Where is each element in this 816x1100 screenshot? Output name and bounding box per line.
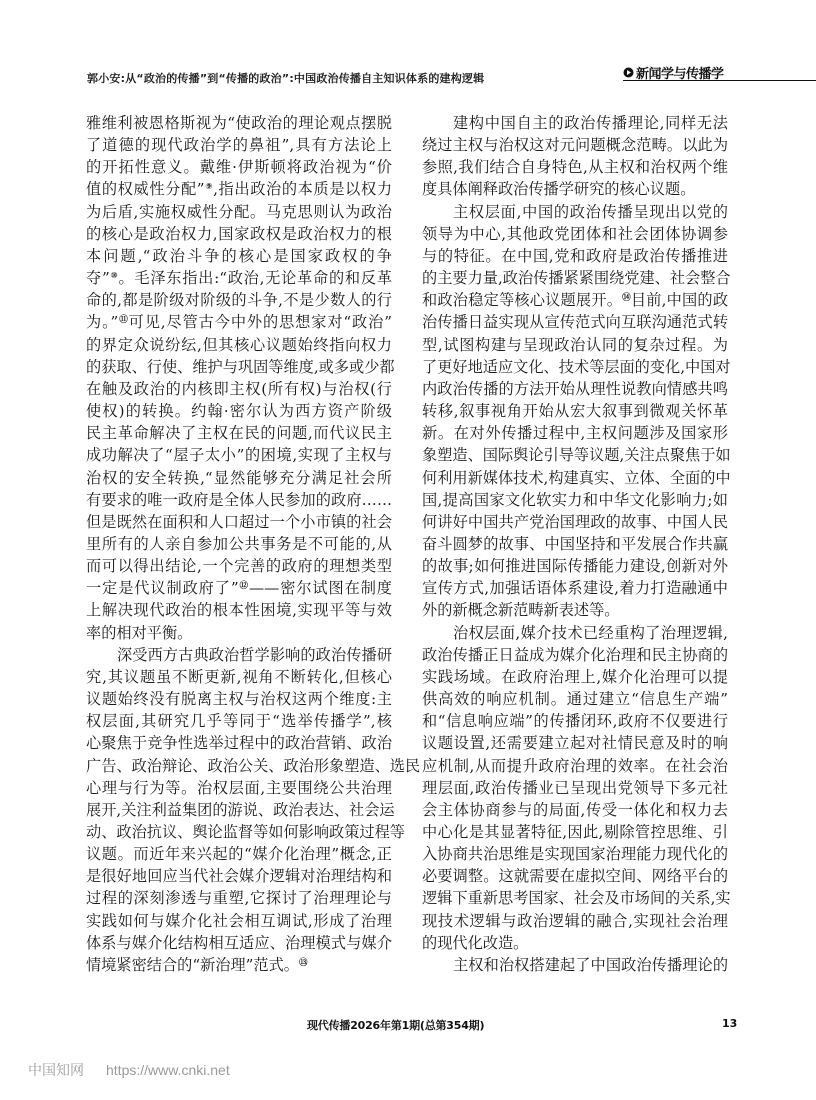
text-line: 和“信息响应端”的传播闭环,政府不仅要进行 [422,712,728,731]
text-line: 与的特征。在中国,党和政府是政治传播推进 [422,246,728,265]
text-line: 象塑造、国际舆论引导等议题,关注点聚焦于如 [422,446,731,465]
text-line: 度具体阐释政治传播学研究的核心议题。 [422,180,696,199]
text-line: 而可以得出结论,一个完善的政府的理想类型 [86,557,392,576]
paragraph [422,622,731,954]
text-line: 但是既然在面积和人口超过一个小市镇的社会 [86,512,392,531]
text-line [86,267,392,289]
text-line: 必要调整。这就需要在虚拟空间、网络平台的 [422,867,728,886]
text-line: 有要求的唯一政府是全体人民参加的政府…… [86,490,392,509]
text-line: 奋斗圆梦的故事、中国坚持和平发展合作共赢 [422,534,728,553]
text-line: 实践如何与媒介化社会相互调试,形成了治理 [86,911,392,930]
text-line: 深受西方古典政治哲学影响的政治传播研 [117,645,392,664]
text-line: 政治传播正日益成为媒介化治理和民主协商的 [422,645,728,664]
text-line: 在触及政治的内核即主权(所有权)与治权(行 [86,379,392,398]
text-line: 广告、政治辩论、政治公关、政治形象塑造、选民 [86,756,421,775]
running-title: 郭小安:从“政治的传播”到“传播的政治”:中国政治传播自主知识体系的建构逻辑 [87,72,485,85]
text-line: 里所有的人亲自参加公共事务是不可能的,从 [86,534,392,553]
article-column-right [422,112,731,976]
text-line: 建构中国自主的政治传播理论,同样无法 [453,114,728,132]
paragraph [422,112,728,201]
text-line: 实践场域。在政府治理上,媒介化治理可以提 [422,667,728,686]
paragraph [422,201,731,622]
text-line: 型,试图构建与呈现政治认同的复杂过程。为 [422,335,728,354]
text-line: 本问题,“政治斗争的核心是国家政权的争 [86,246,392,265]
paragraph [86,112,395,644]
text-line: 心理与行为等。治权层面,主要围绕公共治理 [86,778,392,797]
text-line: 领导为中心,其他政党团体和社会团体协调参 [422,224,728,243]
text-line: 上解决现代政治的根本性困境,实现平等与效 [86,601,392,620]
text-line: 逻辑下重新思考国家、社会及市场间的关系,实 [422,889,731,908]
text-line: 宣传方式,加强话语体系建设,着力打造融通中 [422,579,728,598]
text-line: 的获取、行使、维护与巩固等维度,或多或少都 [86,357,395,376]
text-line [86,311,392,333]
watermark-site-name: 中国知网 [28,1062,84,1078]
footnote-marker[interactable]: ⑩ [109,271,119,282]
text-line: 为后盾,实施权威性分配。马克思则认为政治 [86,202,392,221]
text-line: 率的相对平衡。 [86,623,193,642]
text-line: 会主体协商参与的局面,传受一体化和权力去 [422,800,728,819]
text-line: 议题。而近年来兴起的“媒介化治理”概念,正 [86,845,392,864]
text-line: 治权的安全转换,“显然能够充分满足社会所 [86,468,392,487]
footnote-marker[interactable]: ⑫ [238,581,249,592]
text-line [422,289,728,311]
text-line: 参照,我们结合自身特色,从主权和治权两个维 [422,158,728,177]
paragraph [86,644,421,976]
section-logo-text: 新闻学与传播学 [636,67,724,82]
text-line: 何讲好中国共产党治国理政的故事、中国人民 [422,512,728,531]
text-line: 治权层面,媒介技术已经重构了治理逻辑, [453,623,728,642]
line-text: 值的权威性分配” [86,180,205,199]
article-column-left [86,112,421,976]
footnote-marker[interactable]: ⑪ [118,315,129,326]
text-line: 议题始终没有脱离主权与治权这两个维度:主 [86,690,392,709]
text-line: 是很好地回应当代社会媒介逻辑对治理结构和 [86,867,392,886]
text-line: 究,其议题虽不断更新,视角不断转化,但核心 [86,667,392,686]
text-line: 心聚焦于竞争性选举过程中的政治营销、政治 [86,734,392,753]
text-line: 入协商共治思维是实现国家治理能力现代化的 [422,845,728,864]
line-text: 为。” [86,313,119,332]
text-line: 权层面,其研究几乎等同于“选举传播学”,核 [86,712,392,731]
footnote-marker[interactable]: ⑭ [622,293,631,304]
text-line: 现技术逻辑与政治逻辑的融合,实现社会治理 [422,911,728,930]
text-line: 雅维利被恩格斯视为“使政治的理论观点摆脱 [86,114,392,132]
text-line: 治传播日益实现从宣传范式向互联沟通范式转 [422,313,728,332]
line-text: ,指出政治的本质是以权力 [213,180,393,199]
text-line: 的核心是政治权力,国家政权是政治权力的根 [86,224,392,243]
line-text: 一定是代议制政府了” [86,579,239,598]
text-line [86,178,392,200]
text-line: 主权和治权搭建起了中国政治传播理论的 [453,955,728,974]
text-line [86,577,392,599]
text-line: 的界定众说纷纭,但其核心议题始终指向权力 [86,335,392,354]
text-line: 成功解决了“屋子太小”的困境,实现了主权与 [86,446,392,465]
text-line: 主权层面,中国的政治传播呈现出以党的 [453,202,728,221]
text-line: 命的,都是阶级对阶级的斗争,不是少数人的行 [86,291,392,310]
header-rule [623,80,816,81]
text-line: 的开拓性意义。戴维·伊斯顿将政治视为“价 [86,158,392,177]
text-line: 的现代化改造。 [422,933,529,952]
text-line: 过程的深刻渗透与重塑,它探讨了治理理论与 [86,889,392,908]
journal-issue: 现代传播2026年第1期(总第354期) [307,1019,485,1032]
text-line: 中心化是其显著特征,因此,剔除管控思维、引 [422,823,728,841]
text-line: 展开,关注利益集团的游说、政治表达、社会运 [86,800,395,819]
watermark [28,1060,230,1080]
text-line: 何利用新媒体技术,构建真实、立体、全面的中 [422,468,731,487]
text-line: 新。在对外传播过程中,主权问题涉及国家形 [422,424,728,443]
text-line: 转移,叙事视角开始从宏大叙事到微观关怀革 [422,402,728,421]
footnote-marker[interactable]: ⑨ [204,182,214,193]
line-text: 可见,尽管古今中外的思想家对“政治” [128,313,392,332]
text-line [86,954,392,976]
text-line: 动、政治抗议、舆论监督等如何影响政策过程等 [86,823,405,841]
text-line: 国,提高国家文化软实力和中华文化影响力;如 [422,490,728,509]
text-line: 内政治传播的方法开始从理性说教向情感共鸣 [422,379,728,398]
footnote-marker[interactable]: ⑬ [298,957,308,968]
line-text: 。毛泽东指出:“政治,无论革命的和反革 [118,269,393,288]
text-line: 使权)的转换。约翰·密尔认为西方资产阶级 [86,402,392,421]
line-text: 夺” [86,269,110,288]
line-text: 目前,中国的政 [630,291,729,310]
text-line: 应机制,从而提升政府治理的效率。在社会治 [422,756,728,775]
paragraph [422,954,728,976]
text-line: 外的新概念新范畴新表述等。 [422,601,620,620]
text-line: 绕过主权与治权这对元问题概念范畴。以此为 [422,136,728,155]
text-line: 民主革命解决了主权在民的问题,而代议民主 [86,424,392,443]
text-line: 的主要力量,政治传播紧紧围绕党建、社会整合 [422,269,731,288]
page-number: 13 [722,1017,738,1030]
line-text: ——密尔试图在制度 [248,579,392,598]
line-text: 和政治稳定等核心议题展开。 [422,291,623,310]
text-line: 了道德的现代政治学的鼻祖”,具有方法论上 [86,136,392,155]
text-line: 的故事;如何推进国际传播能力建设,创新对外 [422,557,728,576]
line-text: 情境紧密结合的“新治理”范式。 [86,955,299,974]
text-line: 体系与媒介化结构相互适应、治理模式与媒介 [86,933,392,952]
play-circle-icon [623,67,634,78]
text-line: 了更好地适应文化、技术等层面的变化,中国对 [422,357,731,376]
text-line: 供高效的响应机制。通过建立“信息生产端” [422,690,728,709]
text-line: 议题设置,还需要建立起对社情民意及时的响 [422,734,728,753]
watermark-url[interactable]: https://www.cnki.net [106,1062,230,1078]
text-line: 理层面,政治传播业已呈现出党领导下多元社 [422,778,728,797]
